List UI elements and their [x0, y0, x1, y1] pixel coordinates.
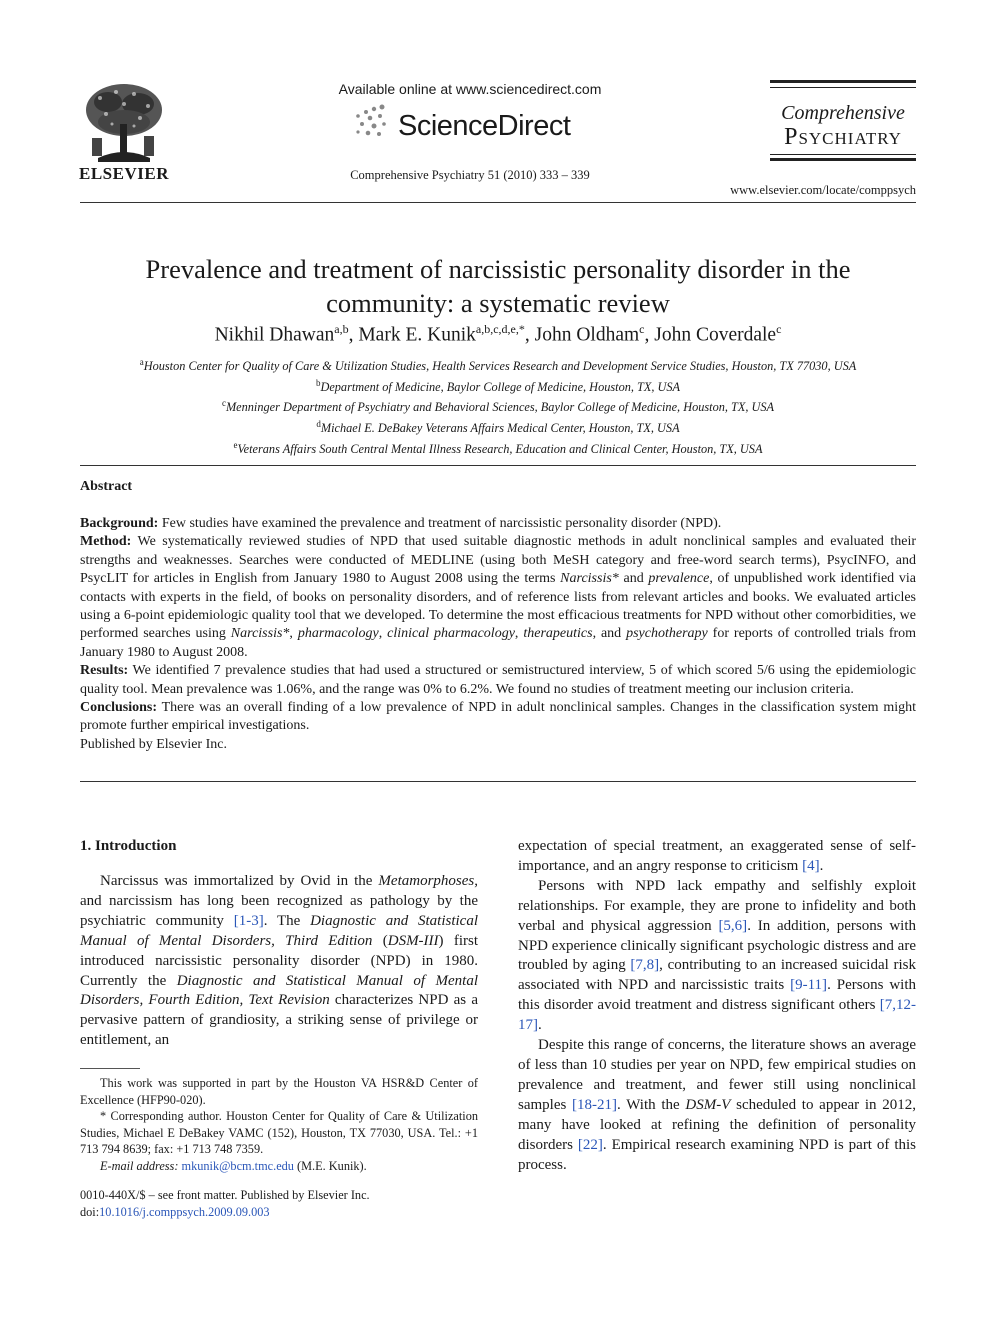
reference-link[interactable]: [18-21]: [572, 1096, 618, 1113]
author-list: [80, 322, 916, 347]
left-column: [80, 872, 478, 1051]
author-affil-marker: a,b: [334, 322, 349, 336]
affiliation-item: [80, 395, 916, 416]
body-text: expectation of special treatment, an exaggerated sense of self-importance, and an angry response to criticism: [518, 838, 916, 874]
doi-link[interactable]: 10.1016/j.comppsych.2009.09.003: [99, 1204, 270, 1219]
work-title: Diagnostic and Statistical Manual of Mental Disorders, Third Edition: [80, 912, 478, 949]
doi-line: [80, 1204, 478, 1221]
article-title: [80, 252, 916, 320]
journal-citation: Comprehensive Psychiatry 51 (2010) 333 – 339: [350, 168, 590, 182]
reference-link[interactable]: [7,8]: [630, 957, 660, 974]
header-divider: [80, 202, 916, 203]
method-text: , and: [592, 626, 627, 642]
journal-name-line2: Psychiatry: [784, 124, 902, 150]
work-title: Metamorphoses: [378, 873, 475, 889]
background-text: Few studies have examined the prevalence and treatment of narcissistic personality disorder (NPD).: [158, 516, 722, 531]
issn-line: 0010-440X/$ – see front matter. Published by Elsevier Inc.: [80, 1188, 370, 1202]
author-affil-marker: c: [776, 322, 782, 336]
email-footnote: [80, 1158, 478, 1175]
search-term: pharmacology: [297, 626, 379, 642]
body-text: .: [819, 857, 824, 874]
email-link[interactable]: mkunik@bcm.tmc.edu: [181, 1158, 294, 1173]
body-text: , contributing to an increased suicidal risk associated with NPD and narcissistic traits: [518, 957, 916, 994]
email-label: E-mail address:: [100, 1158, 179, 1173]
intro-paragraph-3: [518, 1036, 916, 1175]
journal-logo-rule: [770, 87, 916, 88]
search-term: therapeutics: [523, 626, 593, 642]
article-metadata: [80, 1187, 478, 1220]
affiliation-text: Houston Center for Quality of Care & Utilization Studies, Health Services Research and Development Service Studies, Houston, TX 77030, USA: [143, 359, 857, 374]
reference-link[interactable]: [9-11]: [790, 977, 828, 994]
author-name: John Oldham: [534, 324, 640, 346]
affiliation-list: [80, 354, 916, 457]
affiliation-marker: d: [316, 419, 321, 430]
search-term: psychotherapy: [626, 626, 708, 642]
affiliation-item: [80, 437, 916, 458]
footnotes: [80, 1075, 478, 1175]
reference-link[interactable]: [5,6]: [718, 917, 748, 934]
body-text: , and narcissism has long been recognized as pathology by the psychiatric community: [80, 873, 478, 929]
work-title: Diagnostic and Statistical Manual of Mental Disorders, Fourth Edition, Text Revision: [80, 972, 478, 1009]
method-text: We systematically reviewed studies of NPD that used suitable diagnostic methods in adult nonclinical samples and evaluated their strengths and weaknesses. Searches were conducted of MEDLINE (using both MeSH category and free-word search terms), PsycINFO, and PsycLIT for articles in English from January 1980 to August 2008 using the terms: [80, 534, 916, 587]
abstract-background: [80, 515, 916, 533]
method-text: and: [618, 571, 649, 587]
intro-paragraph-1: [80, 872, 478, 1051]
body-text: Despite this range of concerns, the literature shows an average of less than 10 studies per year on NPD, few empirical studies on prevalence and treatment, and fewer still using nonclinical samples: [518, 1037, 916, 1113]
author-name: Mark E. Kunik: [358, 324, 476, 346]
body-text: .: [538, 1017, 542, 1034]
search-term: Narcissis*: [560, 571, 619, 587]
method-text: for reports of controlled trials from January 1980 to August 2008.: [80, 626, 917, 660]
abstract-top-rule: [80, 465, 916, 466]
body-text: . The: [263, 912, 311, 929]
affiliation-text: Michael E. DeBakey Veterans Affairs Medical Center, Houston, TX, USA: [320, 421, 680, 436]
search-term: prevalence: [648, 571, 710, 587]
work-title: DSM-V: [685, 1096, 731, 1113]
section-heading-introduction: 1. Introduction: [80, 838, 177, 854]
author-name: John Coverdale: [654, 324, 777, 346]
journal-url: www.elsevier.com/locate/comppsych: [730, 183, 916, 197]
affiliation-item: [80, 354, 916, 375]
email-suffix: (M.E. Kunik).: [293, 1158, 367, 1173]
affiliation-item: [80, 416, 916, 437]
published-by: Published by Elsevier Inc.: [80, 736, 227, 752]
abstract-results: [80, 662, 916, 699]
abstract-heading: Abstract: [80, 479, 133, 494]
available-online-text: Available online at www.sciencedirect.com: [338, 81, 602, 97]
sciencedirect-dots-icon: [352, 102, 392, 142]
abstract-conclusions: [80, 699, 916, 736]
results-label: Results:: [80, 663, 129, 679]
affiliation-item: [80, 375, 916, 396]
body-text: characterizes NPD as a pervasive pattern of grandiosity, a striking sense of privilege or entitlement, an: [80, 992, 478, 1049]
doi-prefix: doi:: [80, 1204, 100, 1219]
body-text: ) first introduced narcissistic personality disorder (NPD) in 1980. Currently the: [80, 932, 478, 989]
body-text: scheduled to appear in 2012, many have looked at refining the definition of personality disorders: [518, 1096, 916, 1153]
affiliation-text: Menninger Department of Psychiatry and Behavioral Sciences, Baylor College of Medicine, Houston, TX, USA: [225, 400, 775, 415]
abstract-bottom-rule: [80, 781, 916, 782]
title-line: Prevalence and treatment of narcissistic personality disorder in the: [145, 254, 851, 284]
method-label: Method:: [80, 534, 132, 550]
work-title: DSM-III: [387, 932, 439, 949]
conclusions-label: Conclusions:: [80, 700, 158, 716]
search-term: Narcissis*: [230, 626, 290, 642]
conclusions-text: There was an overall finding of a low prevalence of NPD in adult nonclinical samples. Changes in the classification system might promote further empirical investigations.: [80, 700, 916, 734]
results-text: We identified 7 prevalence studies that had used a structured or semistructured interview, 5 of which scored 5/6 using the epidemiologic quality tool. Mean prevalence was 1.06%, and the range was 0% to 6.2%. We found no studies of treatment meeting our inclusion criteria.: [80, 663, 916, 697]
reference-link[interactable]: [4]: [802, 857, 820, 874]
journal-logo-rule: [770, 80, 916, 83]
affiliation-text: Veterans Affairs South Central Mental Illness Research, Education and Clinical Center, Houston, TX, USA: [237, 441, 763, 456]
corresponding-author-footnote: * Corresponding author. Houston Center for Quality of Care & Utilization Studies, Michael E DeBakey VAMC (152), Houston, TX 77030, USA. Tel.: +1 713 794 8639; fax: +1 713 748 7359.: [80, 1109, 478, 1157]
author-affil-marker: c: [639, 322, 645, 336]
journal-logo-rule: [770, 158, 916, 161]
method-text: ,: [289, 626, 298, 642]
background-label: Background:: [80, 516, 159, 531]
affiliation-marker: b: [315, 377, 321, 388]
reference-link[interactable]: [1-3]: [233, 912, 264, 929]
affiliation-text: Department of Medicine, Baylor College of Medicine, Houston, TX, USA: [320, 379, 681, 394]
sciencedirect-brand: ScienceDirect: [398, 110, 571, 142]
reference-link[interactable]: [7,12-17]: [518, 997, 916, 1034]
affiliation-marker: c: [221, 398, 226, 409]
publisher-name: ELSEVIER: [79, 164, 169, 183]
reference-link[interactable]: [22]: [577, 1136, 603, 1153]
search-term: clinical pharmacology: [387, 626, 515, 642]
affiliation-marker: a: [139, 357, 144, 367]
body-text: (: [372, 932, 388, 949]
body-text: . Empirical research examining NPD is part of this process.: [518, 1136, 916, 1173]
author-name: Nikhil Dhawan: [214, 324, 335, 346]
method-text: ,: [378, 626, 388, 642]
body-text: Narcissus was immortalized by Ovid in the: [100, 873, 379, 889]
author-separator: ,: [644, 324, 655, 346]
journal-name-line1: Comprehensive: [781, 102, 905, 124]
title-line: community: a systematic review: [326, 288, 670, 318]
intro-paragraph-2: [518, 877, 916, 1036]
affiliation-marker: e: [233, 439, 238, 450]
author-separator: ,: [348, 324, 359, 346]
right-column: [518, 837, 916, 1175]
body-text: . In addition, persons with NPD experience clinically significant psychologic distress and are troubled by aging: [518, 917, 916, 974]
funding-footnote: This work was supported in part by the Houston VA HSR&D Center of Excellence (HFP90-020).: [80, 1076, 478, 1107]
body-text: Persons with NPD lack empathy and selfishly exploit relationships. For example, they are prone to infidelity and both verbal and physical aggression: [518, 877, 916, 934]
abstract-method: [80, 533, 916, 662]
journal-logo-rule: [770, 154, 916, 155]
body-text: . Persons with this disorder avoid treatment and distress significant others: [518, 977, 916, 1014]
intro-paragraph-1-continued: [518, 837, 916, 877]
author-separator: ,: [524, 324, 535, 346]
author-affil-marker: a,b,c,d,e,*: [475, 322, 525, 336]
method-text: ,: [514, 626, 524, 642]
footnote-rule: [80, 1068, 140, 1069]
method-text: , of unpublished work identified via contacts with experts in the field, of books on personality disorders, and of reference lists from relevant articles and books. We evaluated articles using a 6-point epidemiologic quality tool that we developed. To determine the most efficacious treatments for NPD without other comorbidities, we performed searches using: [80, 571, 916, 642]
abstract-body: [80, 515, 916, 754]
body-text: . With the: [617, 1096, 686, 1113]
